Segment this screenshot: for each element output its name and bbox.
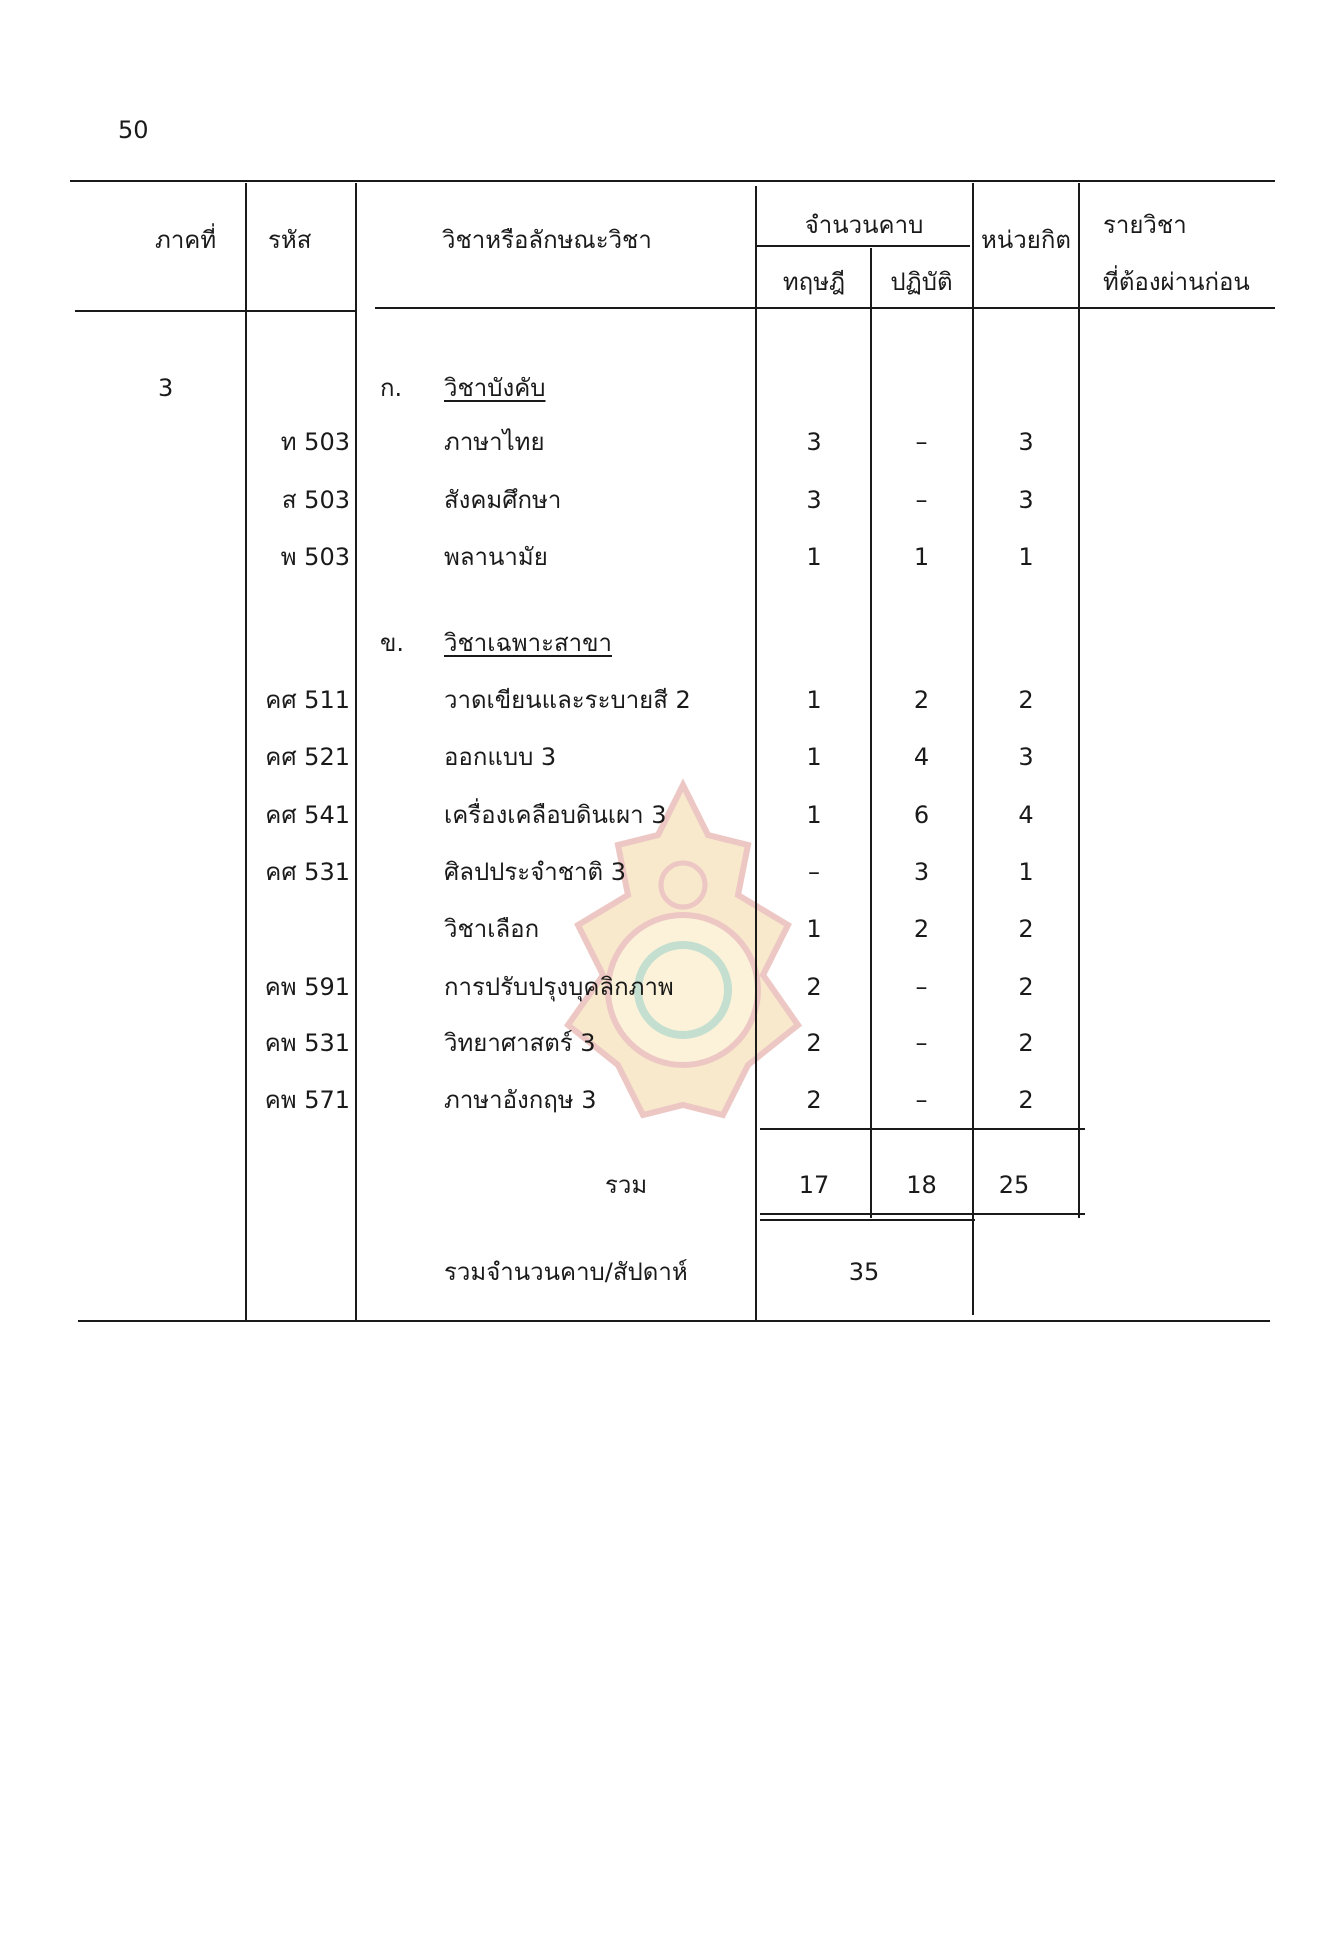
page-number: 50 xyxy=(118,116,149,144)
course-code: พ 503 xyxy=(280,543,350,571)
section-b-title: วิชาเฉพาะสาขา xyxy=(444,629,612,657)
practice-value: 2 xyxy=(913,915,930,943)
course-code: คพ 531 xyxy=(264,1029,350,1057)
credits-value: 3 xyxy=(1018,486,1034,514)
theory-value: 2 xyxy=(806,1086,822,1114)
header-credits: หน่วยกิต xyxy=(981,226,1071,254)
theory-value: 1 xyxy=(806,801,822,829)
course-code: ส 503 xyxy=(281,486,350,514)
theory-value: – xyxy=(808,858,820,886)
course-code: คพ 591 xyxy=(264,973,350,1001)
col-divider-4 xyxy=(870,248,872,1218)
table-bottom-rule xyxy=(78,1320,1270,1322)
credits-value: 1 xyxy=(1018,858,1034,886)
course-name: วาดเขียนและระบายสี 2 xyxy=(444,686,691,714)
header-prereq-line1: รายวิชา xyxy=(1103,211,1187,239)
credits-value: 2 xyxy=(1018,973,1034,1001)
credits-value: 3 xyxy=(1018,428,1034,456)
practice-value: – xyxy=(915,1086,928,1114)
course-name: พลานามัย xyxy=(444,543,548,571)
header-bottom-rule-right xyxy=(375,307,1275,309)
course-name: สังคมศึกษา xyxy=(444,486,562,514)
col-divider-1 xyxy=(245,183,247,1320)
header-periods: จำนวนคาบ xyxy=(804,211,924,239)
credits-value: 2 xyxy=(1018,1029,1034,1057)
total-label: รวม xyxy=(605,1171,648,1199)
course-code: คศ 511 xyxy=(265,686,350,714)
theory-value: 2 xyxy=(806,973,822,1001)
col-divider-2 xyxy=(355,183,357,1320)
term-value: 3 xyxy=(158,374,174,402)
header-term: ภาคที่ xyxy=(155,226,217,254)
theory-value: 3 xyxy=(806,486,822,514)
course-name: เครื่องเคลือบดินเผา 3 xyxy=(444,801,667,829)
practice-value: – xyxy=(915,486,928,514)
theory-value: 1 xyxy=(806,915,822,943)
total-credits: 25 xyxy=(998,1171,1030,1199)
theory-value: 1 xyxy=(806,543,822,571)
header-prereq-line2: ที่ต้องผ่านก่อน xyxy=(1103,268,1250,296)
course-name: ภาษาไทย xyxy=(444,428,545,456)
theory-value: 2 xyxy=(806,1029,822,1057)
weekly-total-value: 35 xyxy=(848,1258,880,1286)
total-practice: 18 xyxy=(906,1171,937,1199)
course-code: คศ 541 xyxy=(265,801,350,829)
total-top-rule xyxy=(760,1128,1085,1130)
table-top-rule xyxy=(70,180,1275,182)
course-name: ศิลปประจำชาติ 3 xyxy=(444,858,626,886)
theory-value: 1 xyxy=(806,686,822,714)
practice-value: 3 xyxy=(913,858,930,886)
credits-value: 2 xyxy=(1018,1086,1034,1114)
course-code: คศ 521 xyxy=(265,743,350,771)
header-practice: ปฏิบัติ xyxy=(890,268,953,296)
col-divider-3 xyxy=(755,186,757,1320)
theory-value: 3 xyxy=(806,428,822,456)
practice-value: 6 xyxy=(913,801,930,829)
theory-value: 1 xyxy=(806,743,822,771)
weekly-total-label: รวมจำนวนคาบ/สัปดาห์ xyxy=(444,1258,688,1286)
credits-value: 3 xyxy=(1018,743,1034,771)
course-code: คศ 531 xyxy=(265,858,350,886)
credits-value: 1 xyxy=(1018,543,1034,571)
header-bottom-rule-left xyxy=(75,310,355,312)
section-a-title: วิชาบังคับ xyxy=(444,374,546,402)
credits-value: 2 xyxy=(1018,686,1034,714)
course-code: ท 503 xyxy=(280,428,350,456)
credits-value: 4 xyxy=(1018,801,1034,829)
course-name: ออกแบบ 3 xyxy=(444,743,557,771)
header-theory: ทฤษฎี xyxy=(782,268,846,296)
credits-value: 2 xyxy=(1018,915,1034,943)
header-subject: วิชาหรือลักษณะวิชา xyxy=(442,226,652,254)
total-theory: 17 xyxy=(798,1171,830,1199)
practice-value: 4 xyxy=(913,743,930,771)
total-bottom-rule-2 xyxy=(760,1219,975,1221)
course-name: วิชาเลือก xyxy=(444,915,540,943)
total-bottom-rule xyxy=(760,1213,1085,1215)
course-name: วิทยาศาสตร์ 3 xyxy=(444,1029,596,1057)
practice-value: – xyxy=(915,973,928,1001)
course-name: การปรับปรุงบุคลิกภาพ xyxy=(444,973,674,1001)
periods-divider xyxy=(755,245,970,247)
section-a-mark: ก. xyxy=(380,374,403,402)
course-code: คพ 571 xyxy=(264,1086,350,1114)
section-b-mark: ข. xyxy=(380,629,405,657)
header-code: รหัส xyxy=(268,226,312,254)
practice-value: 2 xyxy=(913,686,930,714)
practice-value: 1 xyxy=(913,543,930,571)
col-divider-6 xyxy=(1078,183,1080,1218)
practice-value: – xyxy=(915,1029,928,1057)
practice-value: – xyxy=(915,428,928,456)
course-name: ภาษาอังกฤษ 3 xyxy=(444,1086,597,1114)
